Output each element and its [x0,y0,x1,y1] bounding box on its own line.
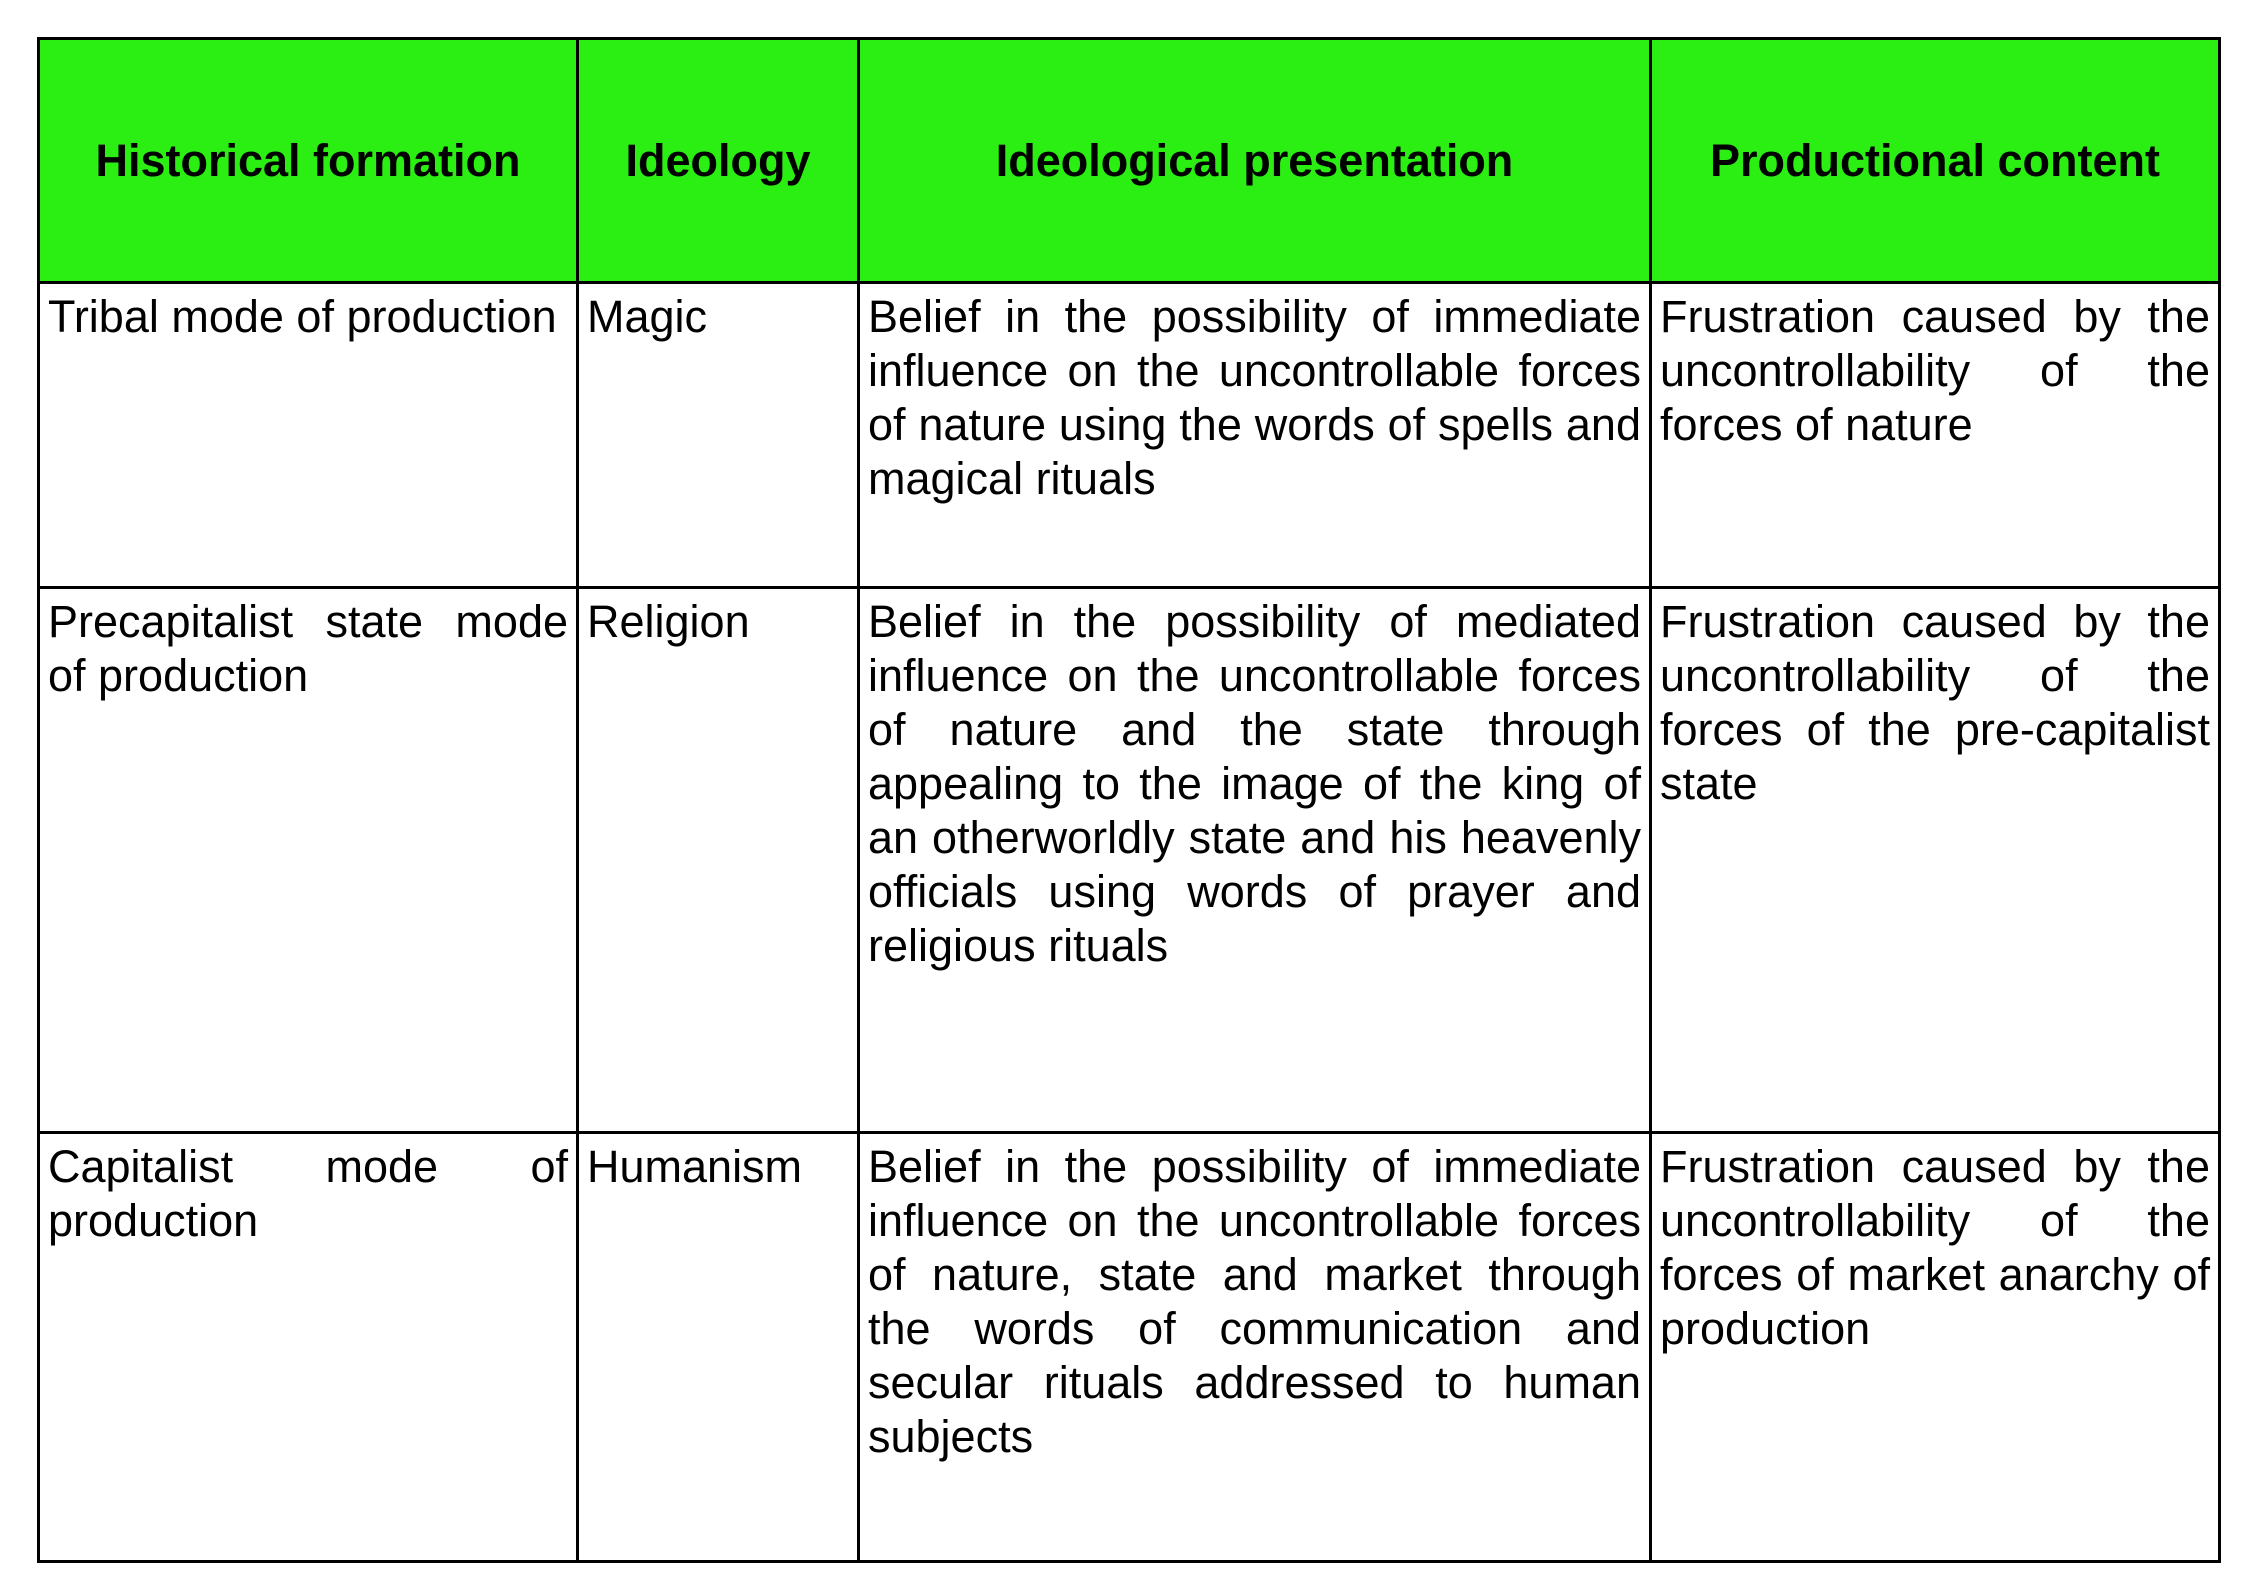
cell-productional-content: Frustration caused by the uncontrollability of the forces of the pre-capitalist state [1651,588,2220,1133]
table-row [39,1133,2220,1562]
header-ideology: Ideology [578,39,859,283]
cell-historical-formation: Capitalist mode of production [39,1133,578,1562]
cell-ideological-presentation: Belief in the possibility of immediate influence on the uncontrollable forces of nature using the words of spells and magical rituals [859,283,1651,588]
cell-ideological-presentation: Belief in the possibility of immediate influence on the uncontrollable forces of nature, state and market through the words of communication and secular rituals addressed to human subjects [859,1133,1651,1562]
header-historical-formation: Historical formation [39,39,578,283]
cell-ideology: Humanism [578,1133,859,1562]
table-header [39,39,2220,283]
header-productional-content: Productional content [1651,39,2220,283]
header-row [39,39,2220,283]
header-ideological-presentation: Ideological presentation [859,39,1651,283]
table-row [39,588,2220,1133]
ideology-table [37,37,2221,1563]
table-row [39,283,2220,588]
cell-productional-content: Frustration caused by the uncontrollability of the forces of market anarchy of production [1651,1133,2220,1562]
cell-ideological-presentation: Belief in the possibility of mediated influence on the uncontrollable forces of nature and the state through appealing to the image of the king of an otherworldly state and his heavenly officials using words of prayer and religious rituals [859,588,1651,1133]
cell-productional-content: Frustration caused by the uncontrollability of the forces of nature [1651,283,2220,588]
cell-ideology: Magic [578,283,859,588]
cell-historical-formation: Tribal mode of production [39,283,578,588]
cell-historical-formation: Precapitalist state mode of production [39,588,578,1133]
cell-ideology: Religion [578,588,859,1133]
table-body [39,283,2220,1562]
